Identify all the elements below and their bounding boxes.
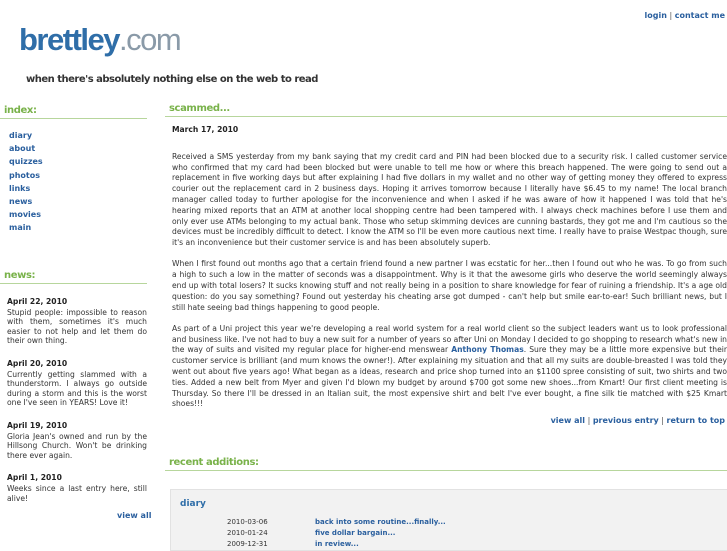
nav-item-main bbox=[9, 223, 43, 236]
recent-date: 2010-01-24 bbox=[227, 529, 268, 537]
nav-item-news bbox=[9, 197, 43, 210]
top-links bbox=[645, 11, 725, 20]
logo-tld: .com bbox=[118, 22, 181, 57]
view-all-link[interactable]: view all bbox=[550, 416, 586, 425]
nav-link-links[interactable]: links bbox=[9, 183, 31, 193]
news-date: April 19, 2010 bbox=[7, 420, 68, 430]
post-text: . Sure they may be a little more expensive but their customer service is brilliant (and mum knows the owner!). After explaining my situation and that all my suits are double-breasted I was told they went out about five years ago! What began as a ideas, research and price shop turned into an $1100 spree consisting of suit, two shirts and two ties. Added a new belt from Myer and given I'd blown my budget by around $700 got some new shoes...from Kmart! Our first client meeting is Thursday. So there I'll be dressed in an Italian suit, the most expensive shirt and belt I've ever bought, a fine silk tie matched with $25 Kmart shoes!!! bbox=[172, 345, 727, 409]
recent-row bbox=[227, 518, 727, 528]
news-entry bbox=[7, 359, 147, 408]
return-to-top-link[interactable]: return to top bbox=[666, 416, 725, 425]
news-entry bbox=[7, 421, 147, 460]
index-divider bbox=[0, 118, 147, 119]
nav-item-movies bbox=[9, 210, 43, 223]
nav-item-links bbox=[9, 184, 43, 197]
nav-link-about[interactable]: about bbox=[9, 144, 36, 154]
login-link[interactable]: login bbox=[644, 11, 667, 20]
separator: | bbox=[587, 416, 591, 425]
news-date: April 1, 2010 bbox=[7, 473, 62, 483]
news-divider bbox=[0, 283, 147, 284]
nav-link-photos[interactable]: photos bbox=[9, 170, 40, 180]
news-text: Currently getting slammed with a thunderstorm. I always go outside during a storm and this is the worst one I've seen in YEARS! Love it! bbox=[7, 369, 147, 408]
separator: | bbox=[661, 416, 664, 425]
nav-link-movies[interactable]: movies bbox=[9, 210, 41, 220]
news-date: April 20, 2010 bbox=[7, 358, 68, 368]
nav-item-diary bbox=[9, 131, 43, 144]
post-paragraph: Received a SMS yesterday from my bank saying that my credit card and PIN had been blocked due to a security risk. I called customer service who confirmed that my card had been blocked but were unable to tell me how or where this breach happened. The were going to send out a replacement in five working days but after explaining I had five dollars in my wallet and no other way of getting money they offered to express courier out the replacement card in 2 business days. Hoping it arrives tomorrow because I literally have $6.45 to my name! The local branch manager called today to further apologise for the inconvenience and when I asked if he was aware of how it happened I was told that he's hearing mixed reports that an ATM at another local shopping centre had been tampered with. I always check machines before I use them and only ever use ATMs belonging to my actual bank. Those who setup skimming devices are cunning bastards, they got me and I'm cautious so the devices must be incredibly difficult to detect. I know the ATM so I'll be even more cautious next time. I really have to praise Westpac though, sure it's an inconvenience but their customer service is and has been absolutely superb. bbox=[172, 151, 727, 248]
news-list bbox=[7, 297, 147, 516]
index-heading: index: bbox=[4, 105, 37, 116]
previous-entry-link[interactable]: previous entry bbox=[592, 416, 659, 425]
news-entry bbox=[7, 297, 147, 346]
news-text: Weeks since a last entry here, still alive! bbox=[7, 483, 147, 503]
separator: | bbox=[669, 11, 673, 20]
post-date: March 17, 2010 bbox=[172, 125, 239, 134]
recent-divider bbox=[165, 470, 727, 471]
anthony-thomas-link[interactable]: Anthony Thomas bbox=[451, 345, 524, 355]
post-paragraph bbox=[172, 324, 727, 410]
recent-row bbox=[227, 529, 727, 539]
site-tagline: when there's absolutely nothing else on the web to read bbox=[26, 74, 318, 85]
logo-name: brettley bbox=[19, 22, 119, 57]
recent-date: 2010-03-06 bbox=[227, 518, 268, 526]
recent-heading: recent additions: bbox=[169, 457, 259, 468]
post-text: As part of a Uni project this year we're developing a real world system for a real world client so the subject leaders want us to look professional and business like. I've not had to buy a new suit for a number of years so after Uni on Monday I decided to go shopping to research what's new in the way of suits and visited my regular place for higher-end menswear bbox=[172, 323, 727, 355]
news-text: Stupid people: impossible to reason with them, sometimes it's much easier to not help and let them do their own thing. bbox=[7, 307, 147, 346]
recent-title-link[interactable]: five dollar bargain... bbox=[315, 529, 396, 537]
recent-title-link[interactable]: back into some routine...finally... bbox=[315, 518, 446, 526]
recent-row bbox=[227, 540, 727, 550]
post-divider bbox=[165, 116, 727, 117]
recent-date: 2009-12-31 bbox=[227, 540, 268, 548]
recent-title-link[interactable]: in review... bbox=[315, 540, 359, 548]
post-paragraph: When I first found out months ago that a certain friend found a new partner I was ecstatic for her...then I found out who he was. To go from such a high to such a low in the matter of seconds was a disappointment. Why is it that the awesome girls who deserve the world seemingly always end up with total losers? It sucks knowing stuff and not really being in a position to share knowledge for fear of ruining a friendship. It's a age old question: do you say something? Found out yesterday his cheating arse got dumped - can't help but smile ear-to-ear! Such brilliant news, but I still hate seeing bad things happening to good people. bbox=[172, 259, 727, 312]
nav-link-diary[interactable]: diary bbox=[9, 131, 33, 140]
post-body bbox=[172, 125, 727, 421]
contact-link[interactable]: contact me bbox=[674, 11, 725, 20]
news-entry bbox=[7, 473, 147, 503]
news-heading: news: bbox=[4, 270, 36, 281]
site-logo[interactable] bbox=[19, 22, 180, 58]
nav-item-photos bbox=[9, 171, 43, 184]
news-view-all-link[interactable]: view all bbox=[117, 511, 152, 520]
recent-category: diary bbox=[180, 499, 206, 509]
post-title: scammed... bbox=[169, 103, 230, 114]
news-date: April 22, 2010 bbox=[7, 297, 68, 306]
nav-item-about bbox=[9, 144, 43, 157]
news-text: Gloria Jean's owned and run by the Hillsong Church. Won't be drinking there ever again. bbox=[7, 431, 147, 460]
nav-link-news[interactable]: news bbox=[9, 196, 33, 206]
nav-item-quizzes bbox=[9, 157, 43, 170]
sidebar-nav bbox=[9, 131, 43, 237]
recent-additions-panel bbox=[170, 489, 727, 551]
nav-link-quizzes[interactable]: quizzes bbox=[9, 157, 43, 167]
post-navigation bbox=[551, 416, 725, 425]
nav-link-main[interactable]: main bbox=[9, 223, 32, 233]
